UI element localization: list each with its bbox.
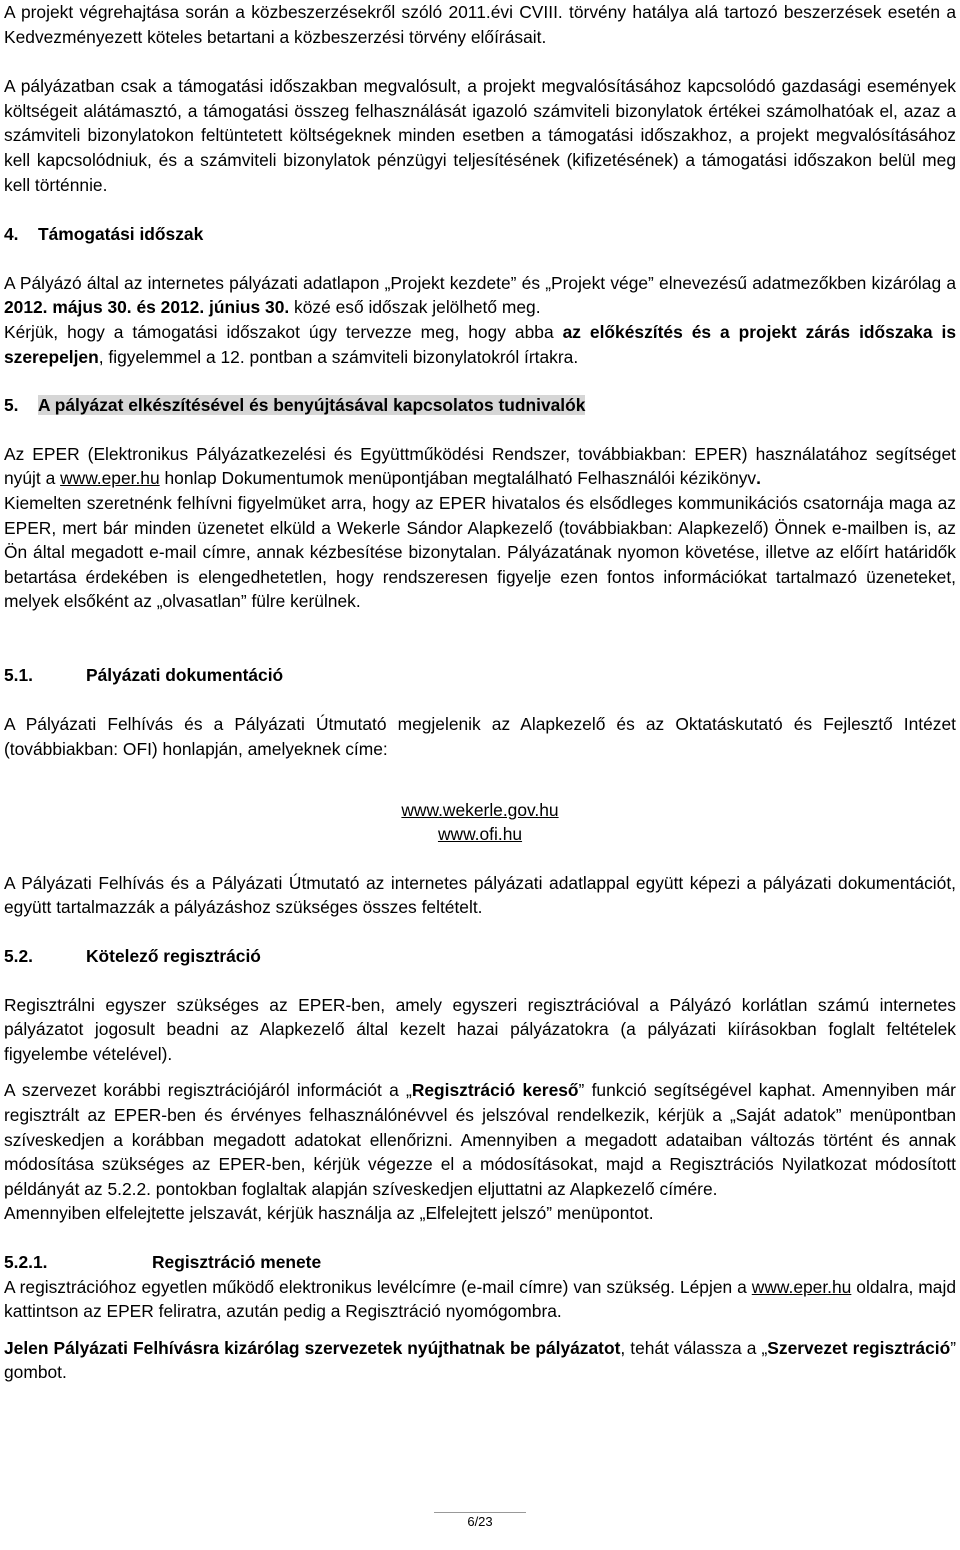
section-title: Kötelező regisztráció (86, 946, 261, 967)
section-title: Támogatási időszak (38, 224, 204, 245)
section-number: 5.2.1. (4, 1251, 48, 1272)
bold-organisations-only: Jelen Pályázati Felhívásra kizárólag szervezetek nyújthatnak be pályázatot (4, 1337, 621, 1358)
link-eper-2[interactable]: www.eper.hu (751, 1276, 852, 1297)
heading-section-5 (4, 393, 956, 418)
text-run: ” funkció segítségével kaphat. Amennyiben már regisztrált az EPER-ben és érvényes felhasználónévvel és jelszóval rendelkezik, kérjük a „Saját adatok” menüpontban szíveskedjen a korábban megadott adatokat ellenőrizni. Amennyiben a megadott adataiban változás történt és annak módosítása szükséges az EPER-ben, kérjük végezze el a módosításokat, majd a Regisztrációs Nyilatkozat módosított példányát az 5.2.2. pontokban foglaltak alapján szíveskedjen eljuttatni az Alapkezelő címére. (4, 1080, 956, 1199)
paragraph-organisation-only (4, 1336, 956, 1385)
bold-phrase: az előkészítés és a projekt zárás időszaka is szerepeljen (4, 321, 957, 367)
link-ofi[interactable]: www.ofi.hu (437, 824, 523, 845)
text-run: , tehát válassza a „ (620, 1337, 768, 1358)
section-number: 5.1. (4, 664, 34, 685)
text-run: honlap Dokumentumok menüpontjában megtalálható Felhasználói kézikönyv (159, 468, 757, 489)
text-run: , figyelemmel a 12. pontban a számviteli bizonylatokról írtakra. (98, 346, 579, 367)
bold-date-end: és 2012. június 30. (136, 297, 290, 318)
section-number: 5.2. (4, 946, 34, 967)
paragraph-documentation: A Pályázati Felhívás és a Pályázati Útmutató megjelenik az Alapkezelő és az Oktatáskutató és Fejlesztő Intézet (továbbiakban: OFI) honlapján, amelyeknek címe: (4, 714, 956, 760)
text-run: A szervezet korábbi regisztrációjáról információt a „ (4, 1080, 412, 1101)
text-run: oldalra, majd kattintson az EPER feliratra, azután pedig a Regisztráció nyomógombra. (4, 1276, 956, 1322)
paragraph-support-period (4, 271, 956, 320)
section-title: Regisztráció menete (152, 1251, 322, 1272)
bold-organisation-registration: Szervezet regisztráció (767, 1337, 951, 1358)
bold-period: . (756, 468, 761, 489)
paragraph-procurement: A projekt végrehajtása során a közbeszerzésekről szóló 2011.évi CVIII. törvény hatálya alá tartozó beszerzések esetén a Kedvezményezett köteles betartani a közbeszerzési törvény előírásait. (4, 2, 956, 47)
text-run: A Pályázó által az internetes pályázati adatlapon „Projekt kezdete” és „Projekt vége” elnevezésű adatmezőkben kizárólag a (4, 272, 956, 293)
heading-section-4 (4, 222, 956, 247)
paragraph-documentation-2: A Pályázati Felhívás és a Pályázati Útmutató az internetes pályázati adatlappal együtt képezi a pályázati dokumentációt, együtt tartalmazzák a pályázáshoz szükséges összes feltételt. (4, 872, 956, 918)
link-eper[interactable]: www.eper.hu (60, 468, 160, 489)
paragraph-registration-steps (4, 1275, 956, 1324)
paragraph-eper-intro (4, 442, 956, 491)
paragraph-forgotten-password: Amennyiben elfelejtette jelszavát, kérjük használja az „Elfelejtett jelszó” menüpontot. (4, 1203, 654, 1224)
section-title: A pályázat elkészítésével és benyújtásával kapcsolatos tudnivalók (38, 395, 586, 416)
link-wekerle[interactable]: www.wekerle.gov.hu (401, 799, 559, 820)
paragraph-eper-communication: Kiemelten szeretnénk felhívni figyelmüket arra, hogy az EPER hivatalos és elsődleges kommunikációs csatornája maga az EPER, mert bár minden üzenetet elküld a Wekerle Sándor Alapkezelő (továbbiakban: Alapkezelő) Önnek e-mailben is, az Ön által megadott e-mail címre, annak kézbesítése bizonytalan. Pályázatának nyomon követése, illetve az előírt határidők betartása érdekében is elengedhetetlen, hogy rendszeresen figyelje ezen fontos információkat tartalmazó üzeneteket, melyek elsőként az „olvasatlan” fülre kerülnek. (4, 492, 956, 612)
text-run: Kérjük, hogy a támogatási időszakot úgy tervezze meg, hogy abba (4, 321, 563, 342)
bold-registration-search: Regisztráció kereső (411, 1080, 579, 1101)
heading-section-5-1 (4, 663, 956, 688)
page-number: 6/23 (467, 1514, 493, 1529)
heading-section-5-2-1 (4, 1250, 956, 1275)
bold-date-start: 2012. május 30. (4, 297, 132, 318)
section-number: 4. (4, 224, 19, 245)
paragraph-plan-period (4, 320, 956, 369)
text-run: A regisztrációhoz egyetlen működő elektronikus levélcímre (e-mail címre) van szükség. Lépjen a (4, 1276, 752, 1297)
text-run: Az EPER (Elektronikus Pályázatkezelési és Együttműködési Rendszer, továbbiakban: EPER) használatához segítséget nyújt a (4, 443, 956, 489)
section-number: 5. (4, 395, 19, 416)
paragraph-registration: Regisztrálni egyszer szükséges az EPER-ben, amely egyszeri regisztrációval a Pályázó korlátlan számú internetes pályázatot jogosult beadni az Alapkezelő által kezelt hazai pályázatokra (a pályázati kiírásokban foglalt feltételek figyelembe vételével). (4, 994, 956, 1064)
link-list (4, 798, 956, 847)
text-run: ” gombot. (4, 1337, 956, 1383)
section-title: Pályázati dokumentáció (86, 664, 284, 685)
heading-section-5-2 (4, 944, 956, 969)
text-run: közé eső időszak jelölhető meg. (289, 297, 541, 318)
paragraph-registration-search (4, 1078, 956, 1201)
paragraph-eligible-costs: A pályázatban csak a támogatási időszakban megvalósult, a projekt megvalósításához kapcsolódó gazdasági események költségeit alátámasztó, a támogatási összeg felhasználását igazoló számviteli bizonylatok értékei számolhatóak el, azaz a számviteli bizonylatokon feltüntetett költségeknek minden esetben a támogatási időszakhoz, a projekt megvalósításához kell kapcsolódniuk, és a számviteli bizonylatok pénzügyi teljesítésének (kifizetésének) a támogatási időszakon belül meg kell történnie. (4, 76, 956, 195)
